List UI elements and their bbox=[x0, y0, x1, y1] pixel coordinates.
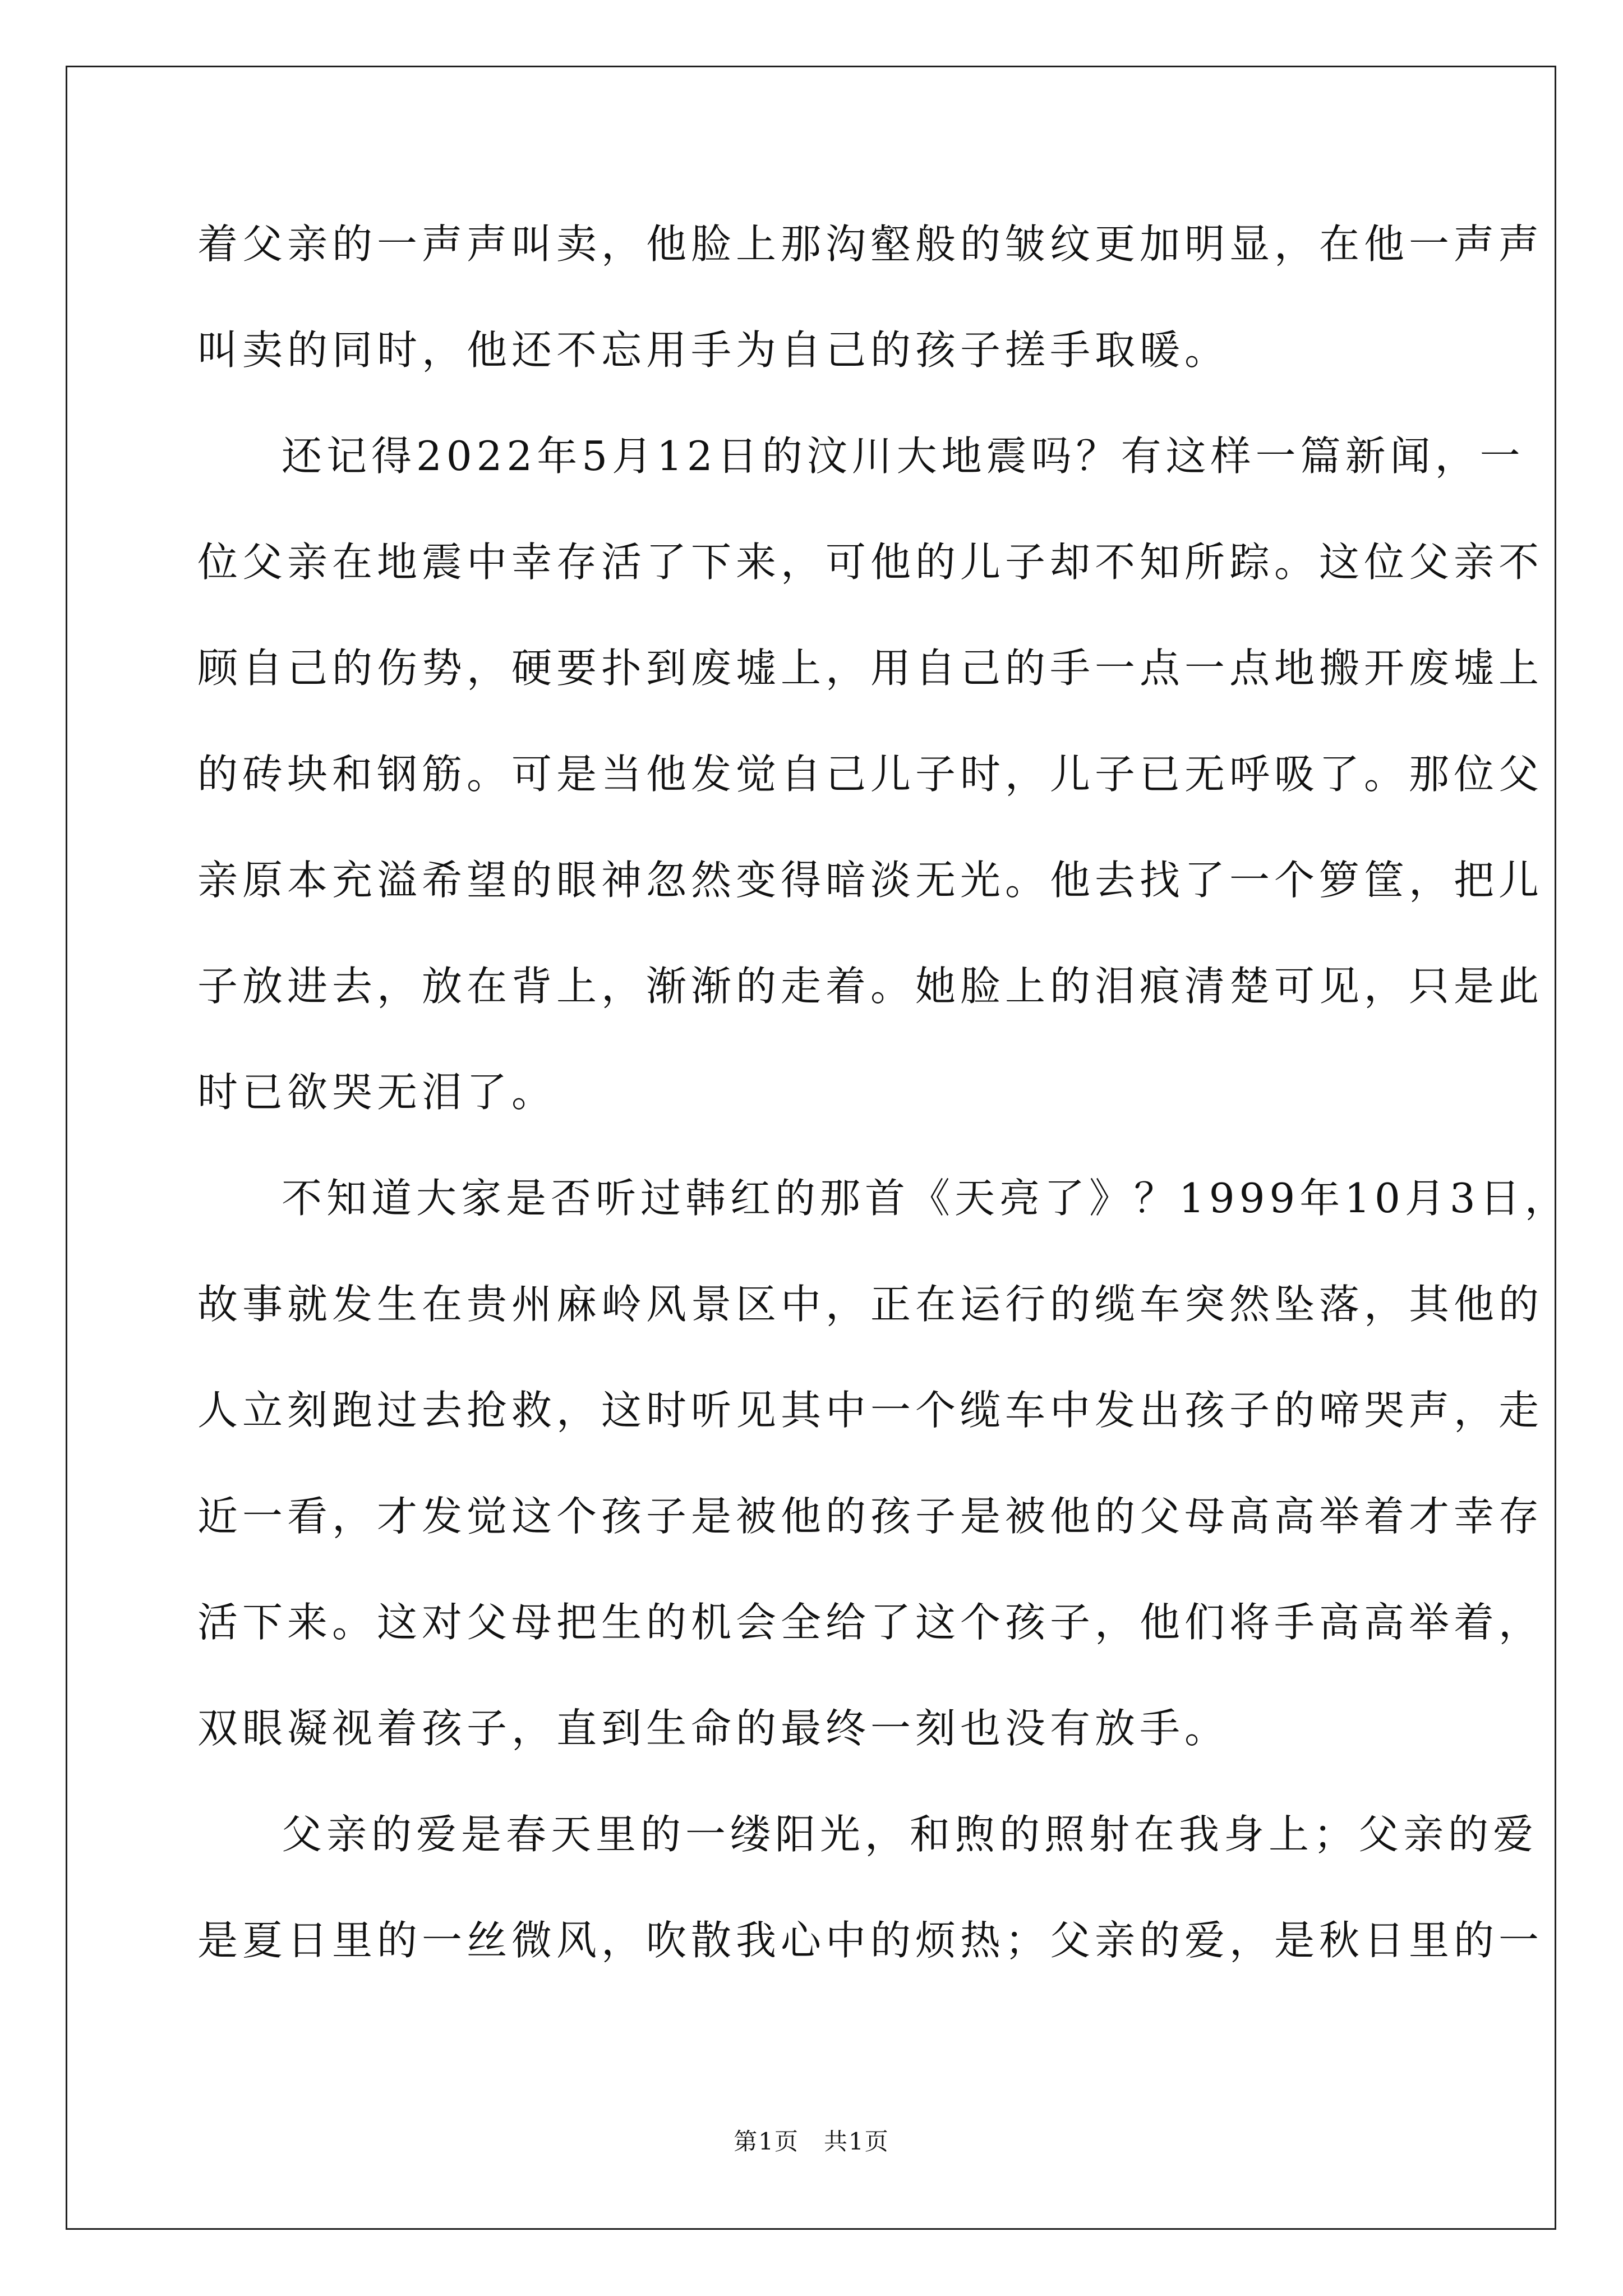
text-line: 活下来。这对父母把生的机会全给了这个孩子，他们将手高高举着， bbox=[197, 1599, 1544, 1646]
text-line: 人立刻跑过去抢救，这时听见其中一个缆车中发出孩子的啼哭声，走 bbox=[197, 1387, 1544, 1434]
text-line: 不知道大家是否听过韩红的那首《天亮了》？1999年10月3日， bbox=[282, 1175, 1570, 1222]
text-line: 还记得2022年5月12日的汶川大地震吗？有这样一篇新闻，一 bbox=[282, 432, 1525, 480]
text-line: 近一看，才发觉这个孩子是被他的孩子是被他的父母高高举着才幸存 bbox=[197, 1493, 1544, 1540]
text-line: 双眼凝视着孩子，直到生命的最终一刻也没有放手。 bbox=[197, 1705, 1230, 1752]
text-line: 子放进去，放在背上，渐渐的走着。她脸上的泪痕清楚可见，只是此 bbox=[197, 963, 1544, 1010]
text-line: 时已欲哭无泪了。 bbox=[197, 1069, 557, 1116]
text-line: 亲原本充溢希望的眼神忽然变得暗淡无光。他去找了一个箩筐，把儿 bbox=[197, 857, 1544, 904]
text-line: 位父亲在地震中幸存活了下来，可他的儿子却不知所踪。这位父亲不 bbox=[197, 539, 1544, 586]
text-line: 叫卖的同时，他还不忘用手为自己的孩子搓手取暖。 bbox=[197, 326, 1230, 374]
document-body bbox=[197, 208, 1570, 2010]
text-line: 是夏日里的一丝微风，吹散我心中的烦热；父亲的爱，是秋日里的一 bbox=[197, 1917, 1544, 1964]
text-line: 故事就发生在贵州麻岭风景区中，正在运行的缆车突然坠落，其他的 bbox=[197, 1281, 1544, 1328]
text-line: 着父亲的一声声叫卖，他脸上那沟壑般的皱纹更加明显，在他一声声 bbox=[197, 220, 1544, 268]
text-line: 父亲的爱是春天里的一缕阳光，和煦的照射在我身上；父亲的爱 bbox=[282, 1811, 1538, 1858]
page-number: 第1页 共1页 bbox=[734, 2128, 889, 2155]
text-line: 顾自己的伤势，硬要扑到废墟上，用自己的手一点一点地搬开废墟上 bbox=[197, 645, 1544, 692]
text-line: 的砖块和钢筋。可是当他发觉自己儿子时，儿子已无呼吸了。那位父 bbox=[197, 751, 1544, 798]
